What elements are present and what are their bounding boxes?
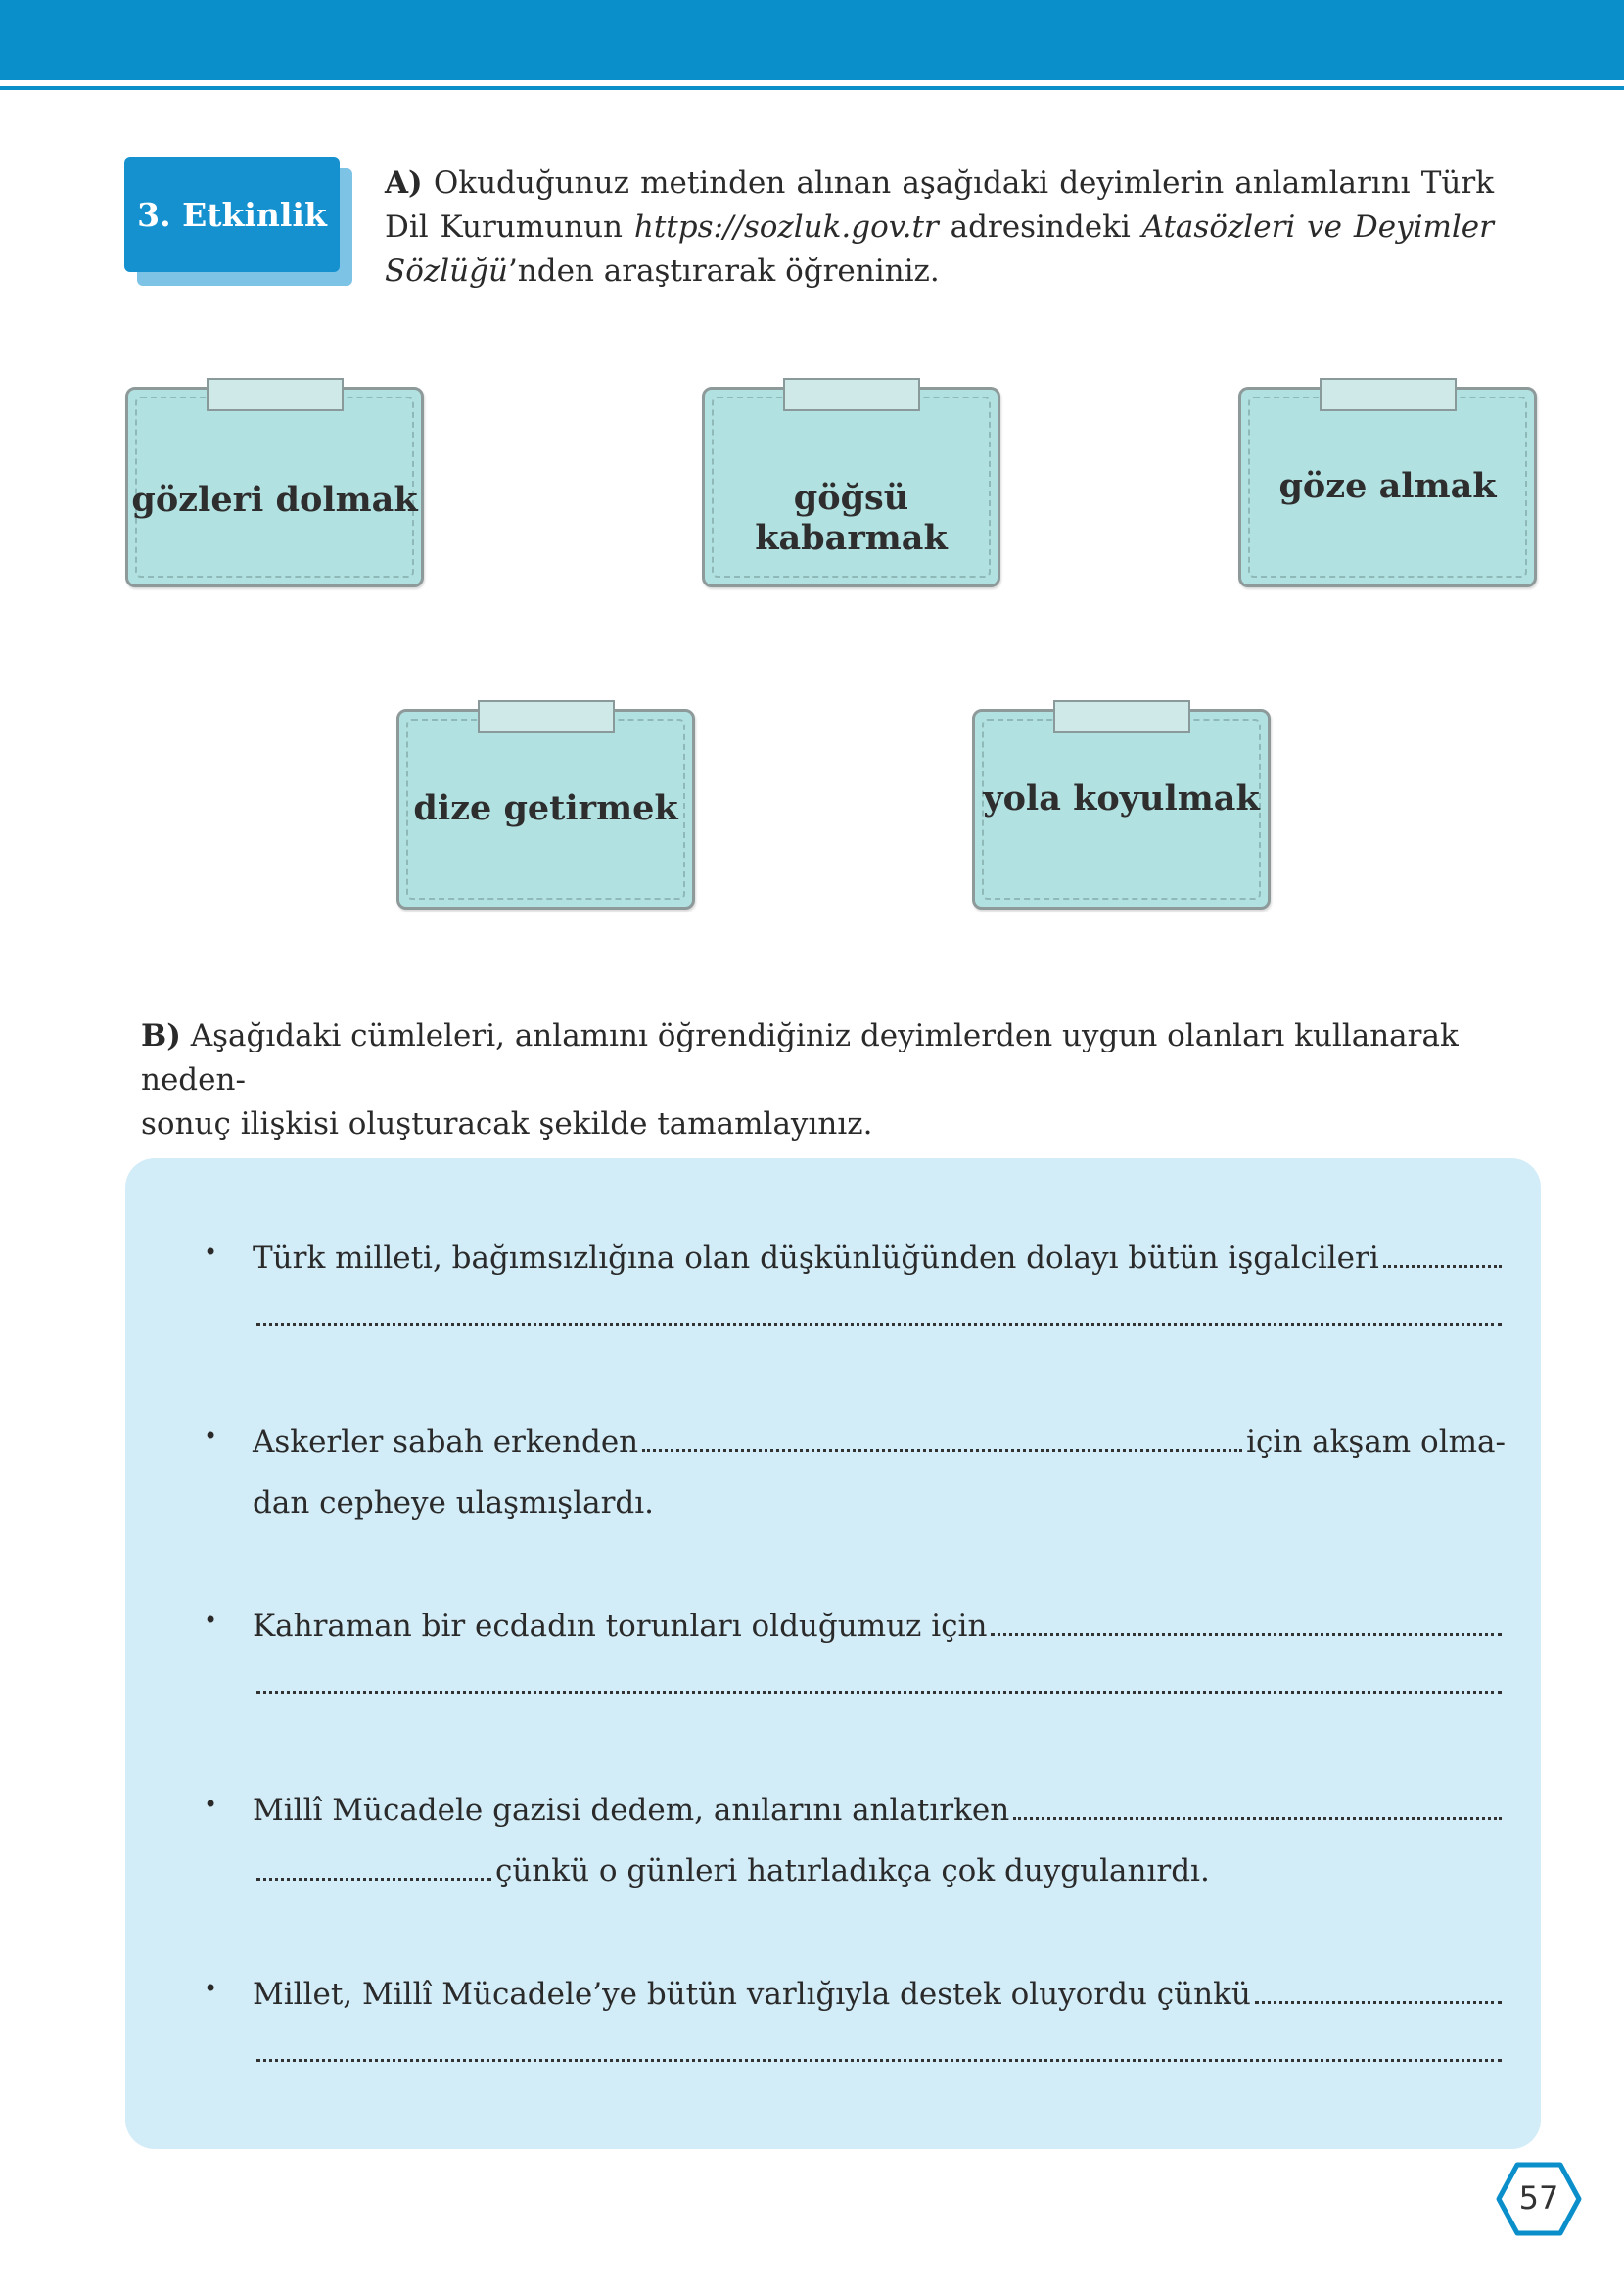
bullet: •: [204, 1239, 218, 1266]
activity-badge: 3. Etkinlik: [124, 157, 340, 272]
idiom-card-5: [972, 709, 1271, 910]
idiom-label: gözleri dolmak: [131, 480, 418, 520]
sentences-panel: [125, 1158, 1541, 2149]
bullet: •: [204, 1975, 218, 2002]
page-number-badge: [1496, 2162, 1582, 2236]
idiom-label: yola koyulmak: [983, 778, 1260, 818]
sentence-text-line2: çünkü o günleri hatırladıkça çok duygulanırdı.: [495, 1853, 1210, 1889]
idiom-label: göze almak: [1278, 466, 1497, 506]
tape-strip: [783, 378, 920, 411]
blank-line[interactable]: [1255, 1978, 1502, 2004]
part-a-instruction: [385, 162, 1494, 294]
tape-strip: [1053, 700, 1190, 733]
sentence-text: Millî Mücadele gazisi dedem, anılarını anlatırken: [253, 1793, 1010, 1828]
sentence-text: Askerler sabah erkenden: [253, 1425, 639, 1460]
part-a-marker: A): [385, 165, 423, 201]
dictionary-name: Atasözleri ve Deyimler Sözlüğü: [385, 210, 1494, 289]
bullet: •: [204, 1607, 218, 1634]
blank-line[interactable]: [642, 1426, 1242, 1452]
part-a-text-3: ’nden araştırarak öğreniniz.: [507, 254, 940, 289]
sentence-text: Türk milleti, bağımsızlığına olan düşkünlüğünden dolayı bütün işgalcileri: [253, 1240, 1379, 1276]
idiom-card-3: [1238, 387, 1537, 587]
blank-line[interactable]: [256, 1299, 1502, 1326]
part-a-text-2: adresindeki: [938, 210, 1142, 245]
blank-line[interactable]: [256, 1667, 1502, 1694]
page-number: 57: [1518, 2179, 1559, 2217]
blank-line[interactable]: [1013, 1794, 1502, 1820]
dictionary-url: https://sozluk.gov.tr: [633, 210, 939, 245]
tape-strip: [207, 378, 344, 411]
sentence-text-line2: dan cepheye ulaşmışlardı.: [253, 1485, 655, 1520]
idiom-label: dize getirmek: [413, 788, 678, 828]
blank-line[interactable]: [256, 2035, 1502, 2062]
part-b-instruction: [141, 1014, 1521, 1146]
blank-line[interactable]: [991, 1610, 1502, 1636]
part-b-marker: B): [141, 1018, 181, 1053]
tape-strip: [1320, 378, 1457, 411]
bullet: •: [204, 1423, 218, 1450]
part-b-text-line1: Aşağıdaki cümleleri, anlamını öğrendiğiniz deyimlerden uygun olanları kullanarak neden-: [141, 1018, 1459, 1098]
idiom-card-1: [125, 387, 424, 587]
tape-strip: [478, 700, 615, 733]
idiom-card-4: [396, 709, 695, 910]
header-rule: [0, 86, 1624, 90]
sentence-text-after: için akşam olma-: [1246, 1425, 1506, 1460]
sentence-text: Kahraman bir ecdadın torunları olduğumuz için: [253, 1609, 988, 1644]
idiom-label: göğsü kabarmak: [755, 478, 948, 558]
sentence-text: Millet, Millî Mücadele’ye bütün varlığıyla destek oluyordu çünkü: [253, 1977, 1251, 2012]
idiom-card-2: [702, 387, 1000, 587]
blank-line[interactable]: [1383, 1241, 1502, 1268]
blank-line[interactable]: [256, 1854, 491, 1881]
part-b-text-line2: sonuç ilişkisi oluşturacak şekilde tamamlayınız.: [141, 1106, 873, 1142]
header-band: [0, 0, 1624, 80]
part-a-text-1: Okuduğunuz metinden alınan aşağıdaki deyimlerin anlamlarını Türk Dil Kurumunun: [385, 165, 1494, 245]
bullet: •: [204, 1791, 218, 1818]
